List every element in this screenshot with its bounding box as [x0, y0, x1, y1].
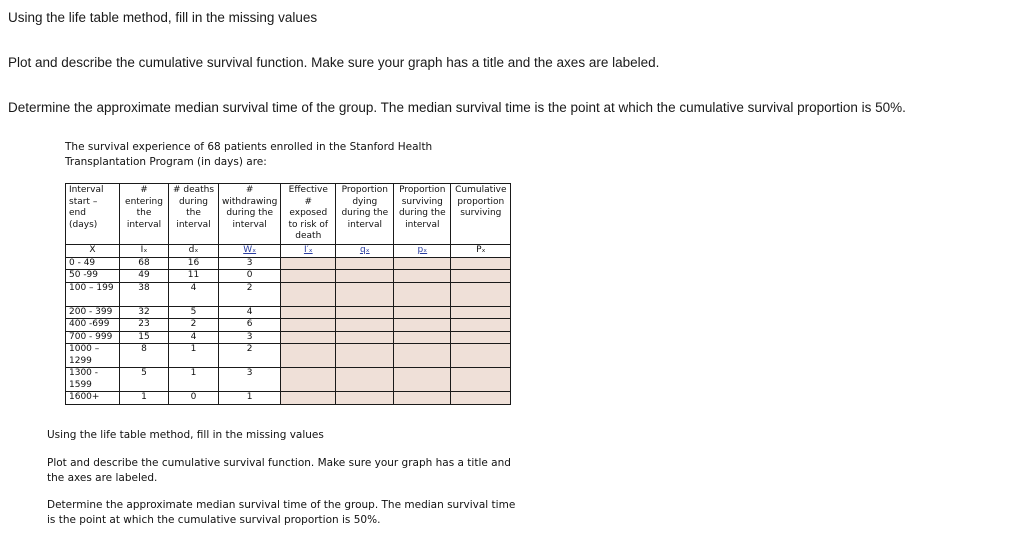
cell-interval: 400 -699: [66, 319, 120, 332]
cell-px-blank[interactable]: [394, 306, 451, 319]
life-table: [65, 183, 511, 405]
cell-entering: 68: [120, 257, 169, 270]
table-intro: [65, 140, 485, 170]
cell-deaths: 0: [169, 392, 219, 405]
header-withdrawing: # withdrawing during the interval: [219, 184, 281, 245]
cell-qx-blank[interactable]: [336, 257, 394, 270]
header-proportion-surviving: Proportion surviving during the interval: [394, 184, 451, 245]
cell-effective-blank[interactable]: [281, 306, 336, 319]
cell-effective-blank[interactable]: [281, 257, 336, 270]
cell-deaths: 16: [169, 257, 219, 270]
cell-interval: 1000 – 1299: [66, 344, 120, 368]
cell-deaths: 4: [169, 282, 219, 306]
cell-interval: 100 – 199: [66, 282, 120, 306]
cell-px-blank[interactable]: [394, 257, 451, 270]
symbol-ix-prime: I′ₓ: [281, 245, 336, 258]
cell-cum-blank[interactable]: [451, 392, 511, 405]
cell-entering: 1: [120, 392, 169, 405]
table-row: [66, 306, 511, 319]
cell-deaths: 1: [169, 368, 219, 392]
cell-qx-blank[interactable]: [336, 331, 394, 344]
footer-question-fill-missing: Using the life table method, fill in the missing values: [47, 429, 324, 441]
cell-px-blank[interactable]: [394, 319, 451, 332]
header-effective-exposed: Effective # exposed to risk of death: [281, 184, 336, 245]
cell-qx-blank[interactable]: [336, 392, 394, 405]
cell-deaths: 4: [169, 331, 219, 344]
cell-entering: 8: [120, 344, 169, 368]
cell-qx-blank[interactable]: [336, 344, 394, 368]
symbol-dx: dₓ: [169, 245, 219, 258]
intro-line-2: Transplantation Program (in days) are:: [65, 156, 267, 168]
table-row: [66, 270, 511, 283]
header-proportion-dying: Proportion dying during the interval: [336, 184, 394, 245]
cell-interval: 700 - 999: [66, 331, 120, 344]
cell-qx-blank[interactable]: [336, 306, 394, 319]
cell-entering: 5: [120, 368, 169, 392]
cell-withdrawing: 3: [219, 368, 281, 392]
footer-question-plot-survival: Plot and describe the cumulative survival function. Make sure your graph has a title and the axes are labeled.: [47, 457, 511, 484]
cell-effective-blank[interactable]: [281, 270, 336, 283]
cell-effective-blank[interactable]: [281, 282, 336, 306]
header-deaths: # deaths during the interval: [169, 184, 219, 245]
cell-cum-blank[interactable]: [451, 270, 511, 283]
cell-effective-blank[interactable]: [281, 368, 336, 392]
cell-cum-blank[interactable]: [451, 344, 511, 368]
cell-interval: 0 - 49: [66, 257, 120, 270]
cell-withdrawing: 6: [219, 319, 281, 332]
cell-cum-blank[interactable]: [451, 282, 511, 306]
cell-entering: 32: [120, 306, 169, 319]
cell-withdrawing: 3: [219, 331, 281, 344]
cell-qx-blank[interactable]: [336, 270, 394, 283]
cell-deaths: 1: [169, 344, 219, 368]
cell-deaths: 11: [169, 270, 219, 283]
cell-entering: 38: [120, 282, 169, 306]
cell-effective-blank[interactable]: [281, 331, 336, 344]
table-row: [66, 257, 511, 270]
cell-entering: 15: [120, 331, 169, 344]
table-row: [66, 392, 511, 405]
table-row: [66, 319, 511, 332]
cell-deaths: 5: [169, 306, 219, 319]
cell-px-blank[interactable]: [394, 282, 451, 306]
header-row: [66, 184, 511, 245]
cell-cum-blank[interactable]: [451, 319, 511, 332]
symbol-ix: Iₓ: [120, 245, 169, 258]
cell-interval: 50 -99: [66, 270, 120, 283]
symbol-px: pₓ: [394, 245, 451, 258]
cell-withdrawing: 4: [219, 306, 281, 319]
cell-cum-blank[interactable]: [451, 257, 511, 270]
symbol-qx: qₓ: [336, 245, 394, 258]
intro-line-1: The survival experience of 68 patients enrolled in the Stanford Health: [65, 141, 433, 153]
cell-qx-blank[interactable]: [336, 319, 394, 332]
cell-withdrawing: 2: [219, 344, 281, 368]
cell-px-blank[interactable]: [394, 368, 451, 392]
cell-px-blank[interactable]: [394, 392, 451, 405]
cell-entering: 23: [120, 319, 169, 332]
symbol-x: X: [66, 245, 120, 258]
cell-withdrawing: 2: [219, 282, 281, 306]
table-row: [66, 368, 511, 392]
question-fill-missing: Using the life table method, fill in the missing values: [8, 10, 318, 25]
symbol-cum-px: Pₓ: [451, 245, 511, 258]
header-cumulative-surviving: Cumulative proportion surviving: [451, 184, 511, 245]
header-interval: Interval start – end (days): [66, 184, 120, 245]
table-row: [66, 282, 511, 306]
footer-question-median-survival: Determine the approximate median survival time of the group. The median survival time is the point at which the cumulative survival proportion is 50%.: [47, 499, 516, 526]
cell-qx-blank[interactable]: [336, 368, 394, 392]
cell-withdrawing: 0: [219, 270, 281, 283]
cell-interval: 1300 - 1599: [66, 368, 120, 392]
cell-interval: 200 - 399: [66, 306, 120, 319]
cell-cum-blank[interactable]: [451, 368, 511, 392]
question-median-survival: Determine the approximate median survival time of the group. The median survival time is the point at which the cumulative survival proportion is 50%.: [8, 100, 906, 115]
cell-interval: 1600+: [66, 392, 120, 405]
cell-qx-blank[interactable]: [336, 282, 394, 306]
cell-effective-blank[interactable]: [281, 319, 336, 332]
cell-withdrawing: 1: [219, 392, 281, 405]
header-entering: # entering the interval: [120, 184, 169, 245]
table-row: [66, 344, 511, 368]
cell-deaths: 2: [169, 319, 219, 332]
symbol-wx: Wₓ: [219, 245, 281, 258]
question-plot-survival: Plot and describe the cumulative survival function. Make sure your graph has a title and the axes are labeled.: [8, 55, 660, 70]
cell-effective-blank[interactable]: [281, 344, 336, 368]
cell-effective-blank[interactable]: [281, 392, 336, 405]
cell-withdrawing: 3: [219, 257, 281, 270]
table-row: [66, 331, 511, 344]
cell-entering: 49: [120, 270, 169, 283]
symbol-row: [66, 245, 511, 258]
cell-px-blank[interactable]: [394, 344, 451, 368]
cell-cum-blank[interactable]: [451, 306, 511, 319]
cell-px-blank[interactable]: [394, 331, 451, 344]
cell-px-blank[interactable]: [394, 270, 451, 283]
cell-cum-blank[interactable]: [451, 331, 511, 344]
